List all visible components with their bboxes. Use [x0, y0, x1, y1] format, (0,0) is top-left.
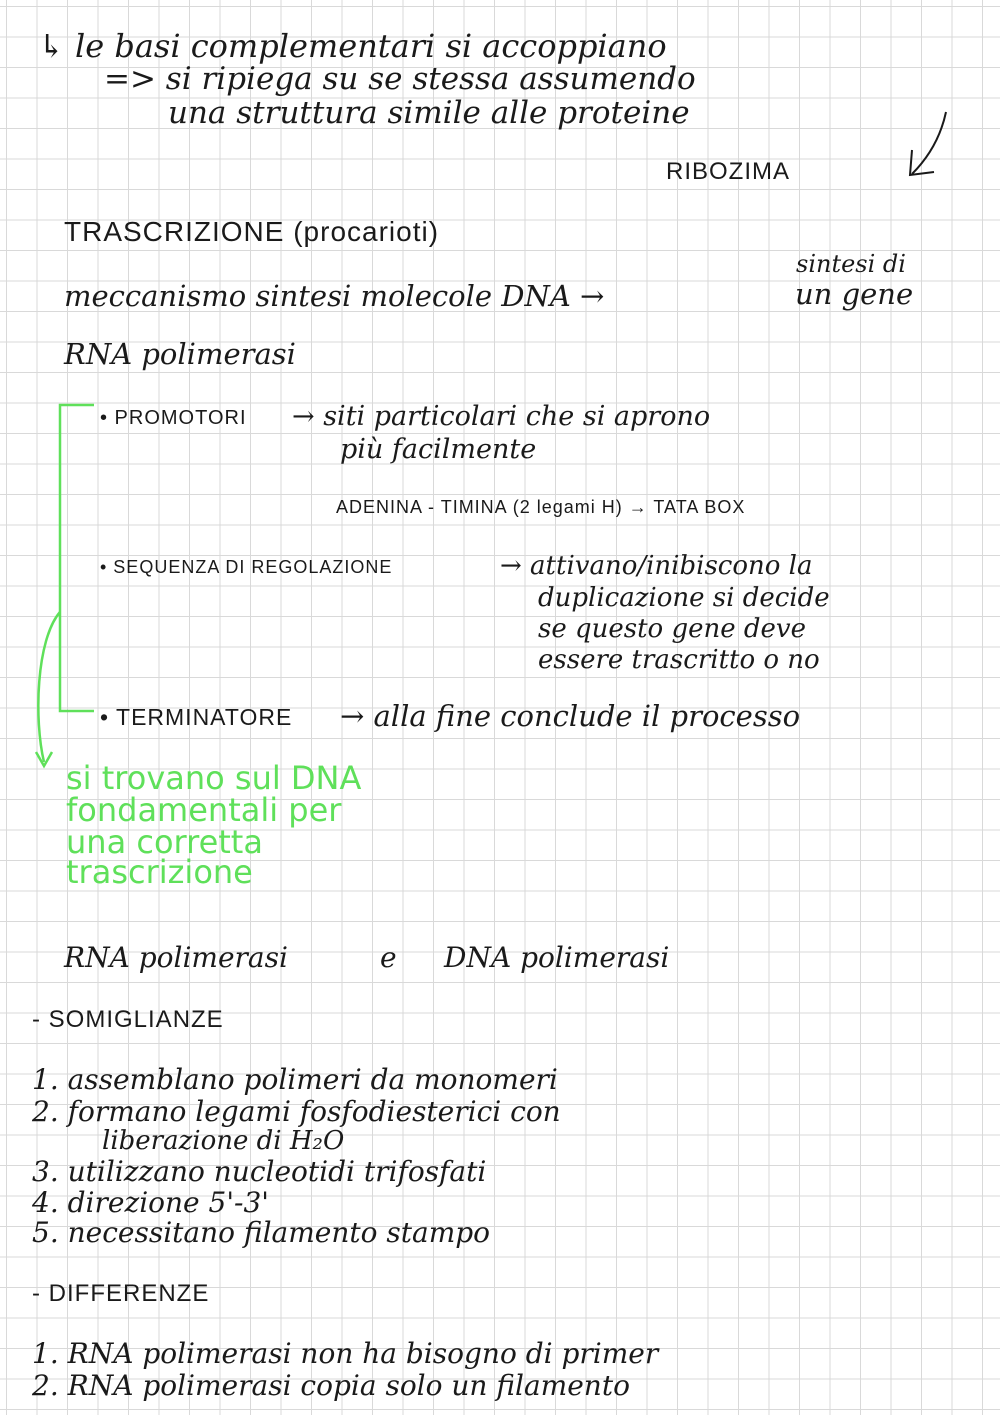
green-curved-arrow-head: [36, 752, 52, 766]
intro-line-3: una struttura simile alle proteine: [168, 95, 690, 131]
intro-line-2: => si ripiega su se stessa assumendo: [104, 61, 696, 97]
somiglianze-heading: - SOMIGLIANZE: [32, 1006, 224, 1033]
compare-title-rna: RNA polimerasi: [64, 941, 288, 974]
green-note-line-1: si trovano sul DNA: [66, 759, 362, 797]
somiglianza-item-3: 3. utilizzano nucleotidi trifosfati: [32, 1155, 487, 1188]
promotori-desc-1: → siti particolari che si aprono: [292, 401, 711, 432]
arrow-to-ribozima: [912, 112, 946, 174]
regolazione-desc-3: se questo gene deve: [538, 614, 807, 644]
regolazione-desc-1: → attivano/inibiscono la: [500, 551, 813, 581]
sintesi-di-note: sintesi di: [796, 250, 906, 278]
promotori-label: • PROMOTORI: [100, 407, 247, 429]
green-note-line-2: fondamentali per: [66, 791, 342, 829]
meccanismo-line: meccanismo sintesi molecole DNA →: [64, 279, 605, 313]
green-bracket: [60, 405, 94, 711]
somiglianza-item-1: 1. assemblano polimeri da monomeri: [32, 1063, 558, 1096]
rna-polimerasi-heading: RNA polimerasi: [64, 337, 296, 371]
terminatore-label: • TERMINATORE: [100, 704, 293, 730]
somiglianza-item-5: 5. necessitano filamento stampo: [32, 1216, 491, 1249]
regolazione-desc-4: essere trascritto o no: [538, 645, 820, 675]
differenza-item-1: 1. RNA polimerasi non ha bisogno di primer: [32, 1337, 659, 1370]
regolazione-desc-2: duplicazione si decide: [538, 583, 830, 613]
section-title-trascrizione: TRASCRIZIONE (procarioti): [64, 216, 440, 247]
compare-title-e: e: [380, 941, 397, 974]
regolazione-label: • SEQUENZA DI REGOLAZIONE: [100, 557, 393, 577]
intro-line-1: ↳ le basi complementari si accoppiano: [38, 27, 667, 65]
promotori-desc-2: più facilmente: [340, 434, 537, 465]
terminatore-desc: → alla fine conclude il processo: [340, 699, 801, 733]
ribozima-label: RIBOZIMA: [666, 158, 791, 185]
arrow-to-ribozima-head: [910, 150, 934, 175]
somiglianza-item-4: 4. direzione 5'-3': [32, 1186, 270, 1219]
somiglianza-item-2: 2. formano legami fosfodiesterici con: [32, 1095, 561, 1128]
green-note-line-3: una corretta: [66, 823, 263, 861]
differenza-item-2: 2. RNA polimerasi copia solo un filamento: [32, 1369, 630, 1402]
tata-box-note: ADENINA - TIMINA (2 legami H) → TATA BOX: [336, 497, 746, 517]
somiglianza-item-2b: liberazione di H₂O: [102, 1126, 345, 1156]
un-gene-note: un gene: [795, 277, 914, 311]
differenze-heading: - DIFFERENZE: [32, 1280, 210, 1307]
compare-title-dna: DNA polimerasi: [444, 941, 670, 974]
green-curved-arrow: [38, 612, 60, 762]
green-note-line-4: trascrizione: [66, 853, 253, 891]
